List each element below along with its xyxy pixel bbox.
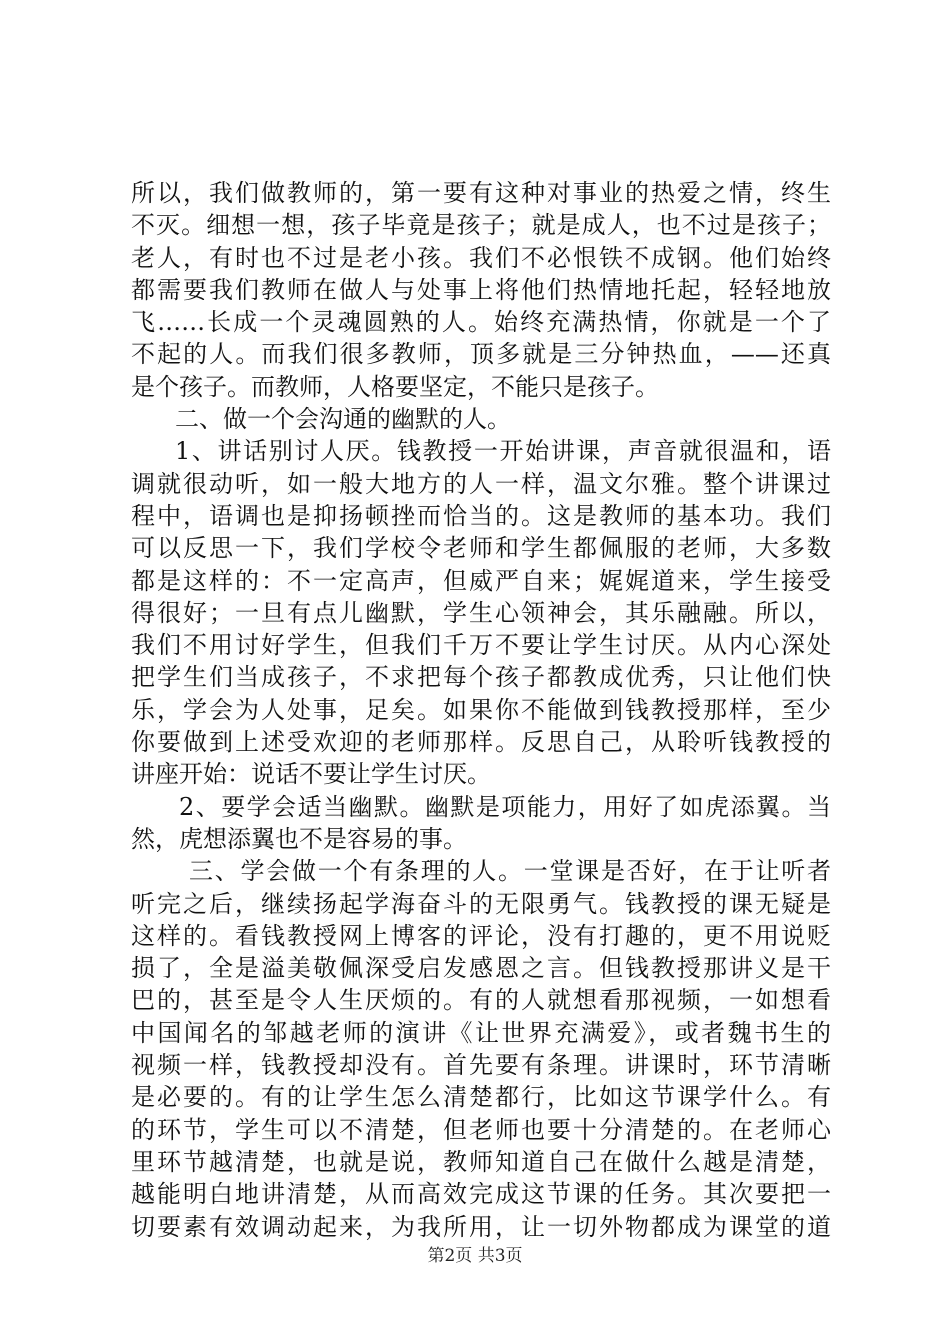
text-line: 可以反思一下，我们学校令老师和学生都佩服的老师，大多数: [131, 534, 831, 563]
text-line: 2、要学会适当幽默。幽默是项能力，用好了如虎添翼。当: [179, 792, 831, 821]
text-line: 所以，我们做教师的，第一要有这种对事业的热爱之情，终生: [131, 179, 831, 207]
section-heading: 三、学会做一个有条理的人。一堂课是否好，在于让听者: [189, 857, 831, 886]
text-line: 你要做到上述受欢迎的老师那样。反思自己，从聆听钱教授的: [131, 728, 831, 757]
text-line: 然，虎想添翼也不是容易的事。: [131, 824, 467, 853]
text-line: 的环节，学生可以不清楚，但老师也要十分清楚的。在老师心: [131, 1115, 831, 1144]
text-line: 调就很动听，如一般大地方的人一样，温文尔雅。整个讲课过: [131, 469, 831, 498]
text-line: 不起的人。而我们很多教师，顶多就是三分钟热血，——还真: [131, 340, 831, 369]
text-line: 这样的。看钱教授网上博客的评论，没有打趣的，更不用说贬: [131, 921, 831, 950]
text-line: 得很好；一旦有点儿幽默，学生心领神会，其乐融融。所以，: [131, 598, 831, 627]
text-line: 程中，语调也是抑扬顿挫而恰当的。这是教师的基本功。我们: [131, 501, 831, 530]
text-line: 不灭。细想一想，孩子毕竟是孩子；就是成人，也不过是孩子；: [131, 211, 831, 240]
text-line: 里环节越清楚，也就是说，教师知道自己在做什么越是清楚，: [131, 1147, 831, 1176]
document-body: [131, 177, 831, 1243]
section-heading: 二、做一个会沟通的幽默的人。: [175, 405, 511, 434]
text-line: 是必要的。有的让学生怎么清楚都行，比如这节课学什么。有: [131, 1083, 831, 1112]
text-line: 乐，学会为人处事，足矣。如果你不能做到钱教授那样，至少: [131, 695, 831, 724]
text-line: 都需要我们教师在做人与处事上将他们热情地托起，轻轻地放: [131, 275, 831, 304]
text-line: 损了，全是溢美敬佩深受启发感恩之言。但钱教授那讲义是干: [131, 954, 831, 983]
text-line: 飞……长成一个灵魂圆熟的人。始终充满热情，你就是一个了: [131, 308, 831, 337]
text-line: 切要素有效调动起来，为我所用，让一切外物都成为课堂的道: [131, 1212, 831, 1241]
text-line: 听完之后，继续扬起学海奋斗的无限勇气。钱教授的课无疑是: [131, 889, 831, 918]
text-line: 巴的，甚至是令人生厌烦的。有的人就想看那视频，一如想看: [131, 986, 831, 1015]
text-line: 讲座开始：说话不要让学生讨厌。: [131, 760, 491, 789]
text-line: 老人，有时也不过是老小孩。我们不必恨铁不成钢。他们始终: [131, 243, 831, 272]
text-line: 1、讲话别讨人厌。钱教授一开始讲课，声音就很温和，语: [175, 437, 831, 466]
text-line: 视频一样，钱教授却没有。首先要有条理。讲课时，环节清晰: [131, 1051, 831, 1080]
text-line: 都是这样的：不一定高声，但威严自来；娓娓道来，学生接受: [131, 566, 831, 595]
text-line: 把学生们当成孩子，不求把每个孩子都教成优秀，只让他们快: [131, 663, 831, 692]
text-line: 是个孩子。而教师，人格要坚定，不能只是孩子。: [131, 372, 659, 401]
text-line: 我们不用讨好学生，但我们千万不要让学生讨厌。从内心深处: [131, 631, 831, 660]
text-line: 越能明白地讲清楚，从而高效完成这节课的任务。其次要把一: [131, 1180, 831, 1209]
text-line: 中国闻名的邹越老师的演讲《让世界充满爱》，或者魏书生的: [131, 1018, 831, 1047]
page-number-footer: 第2页 共3页: [427, 1246, 523, 1266]
